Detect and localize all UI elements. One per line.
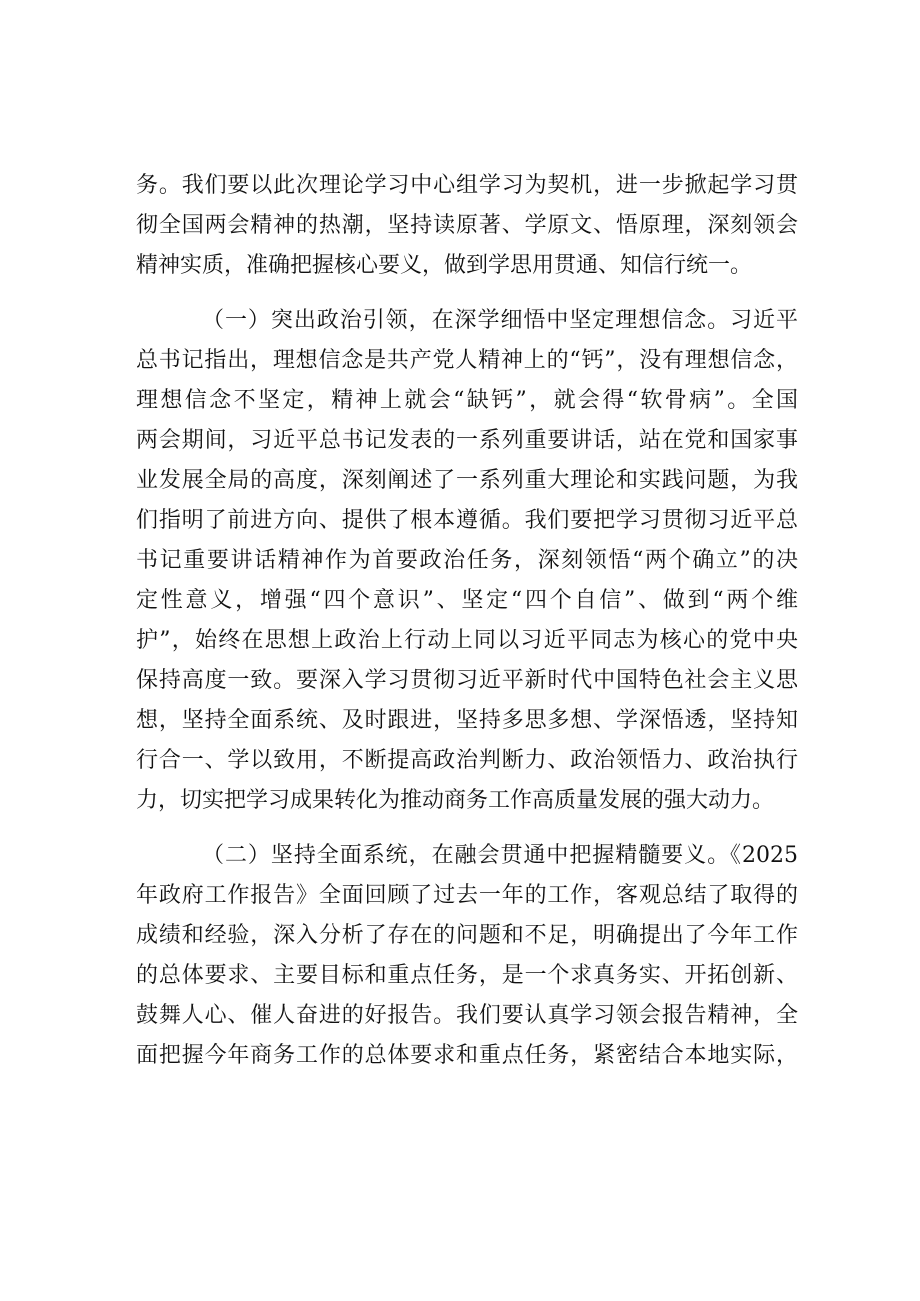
text-line: 务。我们要以此次理论学习中心组学习为契机，进一步掀起学习贯	[136, 173, 798, 198]
text-line: 力，切实把学习成果转化为推动商务工作高质量发展的强大动力。	[136, 788, 775, 813]
text-line: 面把握今年商务工作的总体要求和重点任务，紧密结合本地实际，	[136, 1043, 798, 1068]
text-line: 彻全国两会精神的热潮，坚持读原著、学原文、悟原理，深刻领会	[136, 213, 798, 238]
text-line: 鼓舞人心、催人奋进的好报告。我们要认真学习领会报告精神，全	[136, 1003, 798, 1028]
section-heading-line: （一）突出政治引领，在深学细悟中坚定理想信念。习近平	[202, 308, 798, 333]
paragraph-gap	[136, 286, 798, 301]
text-line: 保持高度一致。要深入学习贯彻习近平新时代中国特色社会主义思	[136, 668, 798, 693]
paragraph-gap	[136, 821, 798, 836]
text-line: 理想信念不坚定，精神上就会“缺钙”，就会得“软骨病”。全国	[136, 388, 798, 413]
document-body	[136, 166, 798, 1076]
text-line: 想，坚持全面系统、及时跟进，坚持多思多想、学深悟透，坚持知	[136, 708, 798, 733]
text-line: 护”，始终在思想上政治上行动上同以习近平同志为核心的党中央	[136, 628, 798, 653]
text-line: 年政府工作报告》全面回顾了过去一年的工作，客观总结了取得的	[136, 883, 798, 908]
paragraph-section-one	[136, 301, 798, 821]
text-line: 两会期间，习近平总书记发表的一系列重要讲话，站在党和国家事	[136, 428, 798, 453]
text-line: 精神实质，准确把握核心要义，做到学思用贯通、知信行统一。	[136, 253, 753, 278]
paragraph-section-two	[136, 836, 798, 1076]
text-line: 行合一、学以致用，不断提高政治判断力、政治领悟力、政治执行	[136, 748, 798, 773]
text-line: 定性意义，增强“四个意识”、坚定“四个自信”、做到“两个维	[136, 588, 798, 613]
text-line: 成绩和经验，深入分析了存在的问题和不足，明确提出了今年工作	[136, 923, 798, 948]
text-line: 的总体要求、主要目标和重点任务，是一个求真务实、开拓创新、	[136, 963, 798, 988]
text-line: 们指明了前进方向、提供了根本遵循。我们要把学习贯彻习近平总	[136, 508, 798, 533]
text-line: 书记重要讲话精神作为首要政治任务，深刻领悟“两个确立”的决	[136, 548, 798, 573]
text-line: 业发展全局的高度，深刻阐述了一系列重大理论和实践问题，为我	[136, 468, 798, 493]
paragraph-continuation	[136, 166, 798, 286]
text-line: 总书记指出，理想信念是共产党人精神上的“钙”，没有理想信念，	[136, 348, 798, 373]
section-heading-line: （二）坚持全面系统，在融会贯通中把握精髓要义。《2025	[202, 843, 798, 868]
